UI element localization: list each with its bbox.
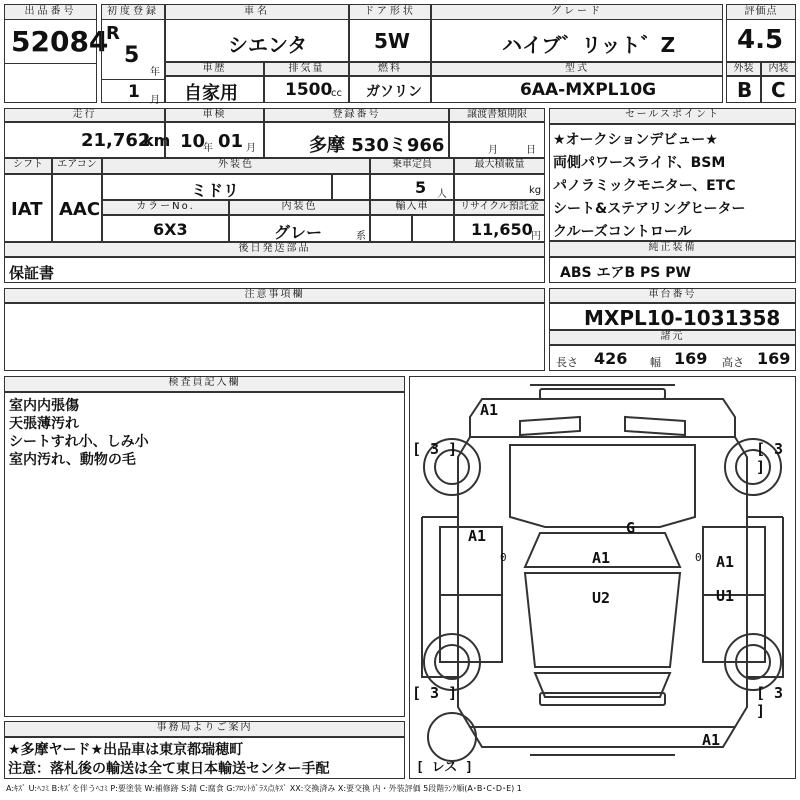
sales-point-2: 両側パワースライド、BSM	[553, 155, 726, 171]
inspection-cell	[165, 122, 264, 158]
car-diagram	[409, 376, 796, 779]
inspection-label: 車検	[165, 108, 264, 122]
import-cell-2	[412, 215, 454, 242]
color-no: 6X3	[153, 220, 188, 239]
legend: A:ｷｽﾞ U:ﾍｺﾐ B:ｷｽﾞを伴うﾍｺﾐ P:要塗装 W:補修跡 S:錆 C:腐食 G:ﾌﾛﾝﾄｶﾞﾗｽ点ｷｽﾞ XX:交換済み X:要交換 内・外装評価 5段階ﾗﾝｸ順(A･B･C･D･E) 1	[6, 784, 522, 793]
inspector-label: 検査員記入欄	[4, 376, 405, 392]
shift: IAT	[11, 199, 43, 220]
ext-grade: B	[737, 78, 753, 102]
length-label: 長さ	[556, 356, 578, 369]
chassis-number: MXPL10-1031358	[584, 306, 781, 330]
width: 169	[674, 349, 708, 368]
shift-cell	[4, 174, 52, 242]
transfer-month: 月	[488, 145, 498, 156]
model: 6AA-MXPL10G	[520, 80, 657, 100]
sales-point-5: クルーズコントロール	[553, 224, 692, 240]
later-parts-cell	[4, 257, 545, 283]
genuine-label: 純正装備	[549, 241, 796, 257]
interior-color-cell	[229, 215, 370, 242]
right-a1-mark: A1	[716, 553, 735, 571]
specs-label: 諸元	[549, 330, 796, 345]
ac-label: エアコン	[52, 158, 102, 174]
history-cell	[165, 76, 264, 103]
lot-label: 出品番号	[5, 5, 96, 20]
chassis-cell	[549, 303, 796, 330]
car-name: シエンタ	[228, 33, 308, 57]
era: R	[106, 23, 120, 44]
office-line-1: ★多摩ヤード★出品車は東京都瑞穂町	[8, 742, 244, 758]
import-label: 輸入車	[370, 200, 454, 215]
front-a1-mark: A1	[480, 401, 499, 419]
score: 4.5	[737, 25, 784, 55]
capacity-unit: 人	[437, 189, 447, 200]
capacity-cell	[370, 174, 454, 200]
sales-points-label: セールスポイント	[549, 108, 796, 124]
first-reg-year: 5	[124, 43, 140, 68]
import-cell	[370, 215, 412, 242]
left-zero-mark: 0	[500, 551, 507, 564]
grade: ハイブ゛リット゛Z	[502, 33, 676, 57]
fuel-label: 燃料	[349, 62, 431, 76]
specs-cell	[549, 345, 796, 371]
sales-point-1: ★オークションデビュー★	[553, 132, 718, 148]
mileage: 21,762	[81, 130, 151, 151]
insp-month-unit: 月	[246, 143, 256, 154]
int-grade-cell	[761, 76, 796, 103]
inspector-line-4: 室内汚れ、動物の毛	[9, 452, 136, 468]
year-unit: 年	[150, 67, 160, 78]
right-zero-mark: 0	[695, 551, 702, 564]
first-reg-label: 初度登録	[102, 5, 164, 20]
capacity-label: 乗車定員	[370, 158, 454, 174]
inspector-line-1: 室内内張傷	[9, 398, 79, 414]
int-label: 内装	[761, 62, 796, 76]
score-box	[726, 4, 796, 62]
height: 169	[757, 349, 791, 368]
notes-box	[4, 303, 545, 371]
inspector-line-3: シートすれ小、しみ小	[9, 434, 149, 450]
interior-color-unit: 系	[356, 231, 366, 242]
ext-label: 外装	[726, 62, 761, 76]
spare-mark: [ レス ]	[416, 760, 473, 775]
genuine-cell	[549, 257, 796, 283]
car-name-label: 車名	[166, 5, 348, 20]
car-name-box	[165, 4, 349, 62]
door-box	[349, 4, 431, 62]
transfer-cell	[449, 122, 545, 158]
plate-cell	[264, 122, 449, 158]
score-label: 評価点	[727, 5, 795, 20]
exterior-color-extra	[332, 174, 370, 200]
ac: AAC	[59, 199, 101, 220]
rear-a1-mark: A1	[702, 731, 721, 749]
length: 426	[594, 349, 628, 368]
model-cell	[431, 76, 723, 103]
exterior-color-label: 外装色	[102, 158, 370, 174]
genuine-value: ABS エアB PS PW	[560, 265, 691, 281]
door-label: ドア形状	[350, 5, 430, 20]
history-label: 車歴	[165, 62, 264, 76]
sales-point-3: パノラミックモニター、ETC	[553, 178, 736, 194]
mileage-cell	[4, 122, 171, 158]
mileage-unit: km	[143, 131, 171, 150]
insp-year: 10	[180, 131, 206, 152]
left-a1-mark: A1	[468, 527, 487, 545]
exterior-color-cell	[102, 174, 332, 200]
mileage-label: 走行	[4, 108, 165, 122]
fuel: ガソリン	[366, 84, 422, 100]
inspector-line-2: 天張薄汚れ	[9, 416, 79, 432]
int-grade: C	[771, 78, 786, 102]
insp-year-unit: 年	[203, 143, 213, 154]
displacement-label: 排気量	[264, 62, 349, 76]
color-no-label: カラーNo.	[102, 200, 229, 215]
office-label: 事務局よりご案内	[4, 721, 405, 737]
inspector-box	[4, 392, 405, 717]
later-parts-value: 保証書	[9, 264, 55, 282]
history: 自家用	[184, 83, 238, 104]
plate: 多摩 530ミ966	[309, 135, 445, 156]
ext-grade-cell	[726, 76, 761, 103]
capacity: 5	[415, 178, 427, 197]
right-u1-mark: U1	[716, 587, 735, 605]
tire-fr-mark: [ 3 ]	[756, 440, 784, 476]
car-outline-drawing	[410, 377, 795, 778]
transfer-label: 譲渡書類期限	[449, 108, 545, 122]
sales-points-box	[549, 124, 796, 241]
height-label: 高さ	[722, 356, 744, 369]
lot-number: 52084	[11, 25, 109, 58]
insp-month: 01	[218, 131, 244, 152]
roof-a1-mark: A1	[592, 549, 611, 567]
grade-box	[431, 4, 723, 62]
load-label: 最大積載量	[454, 158, 545, 174]
exterior-color: ミドリ	[191, 181, 240, 200]
load-cell	[454, 174, 545, 200]
hood-g-mark: G	[626, 519, 636, 537]
month-unit: 月	[150, 95, 160, 106]
recycle-unit: 円	[531, 231, 541, 242]
tire-rl-mark: [ 3 ]	[412, 684, 458, 702]
load-unit: kg	[529, 185, 542, 196]
plate-label: 登録番号	[264, 108, 449, 122]
sales-point-4: シート&ステアリングヒーター	[553, 201, 746, 217]
office-line-2: 注意：落札後の輸送は全て東日本輸送センター手配	[8, 761, 330, 777]
chassis-label: 車台番号	[549, 288, 796, 303]
displacement-unit: cc	[331, 88, 342, 99]
fuel-cell	[349, 76, 431, 103]
tire-rr-mark: [ 3 ]	[756, 684, 784, 720]
recycle-label: リサイクル預託金	[454, 200, 545, 215]
grade-label: グレード	[432, 5, 722, 20]
interior-color: グレー	[274, 223, 323, 242]
lot-box	[4, 4, 109, 103]
model-label: 型式	[431, 62, 723, 76]
notes-label: 注意事項欄	[4, 288, 545, 303]
ac-cell	[52, 174, 102, 242]
door-type: 5W	[374, 29, 410, 53]
transfer-day: 日	[526, 145, 536, 156]
tire-fl-mark: [ 3 ]	[412, 440, 458, 458]
first-reg-box	[101, 4, 165, 106]
recycle: 11,650	[471, 220, 533, 239]
displacement: 1500	[285, 80, 333, 100]
first-reg-month: 1	[128, 82, 140, 102]
later-parts-label: 後日発送部品	[4, 242, 545, 257]
office-box	[4, 737, 405, 779]
displacement-cell	[264, 76, 349, 103]
roof-u2-mark: U2	[592, 589, 611, 607]
shift-label: シフト	[4, 158, 52, 174]
recycle-cell	[454, 215, 545, 242]
color-no-cell	[102, 215, 229, 242]
interior-color-label: 内装色	[229, 200, 370, 215]
width-label: 幅	[650, 356, 661, 369]
